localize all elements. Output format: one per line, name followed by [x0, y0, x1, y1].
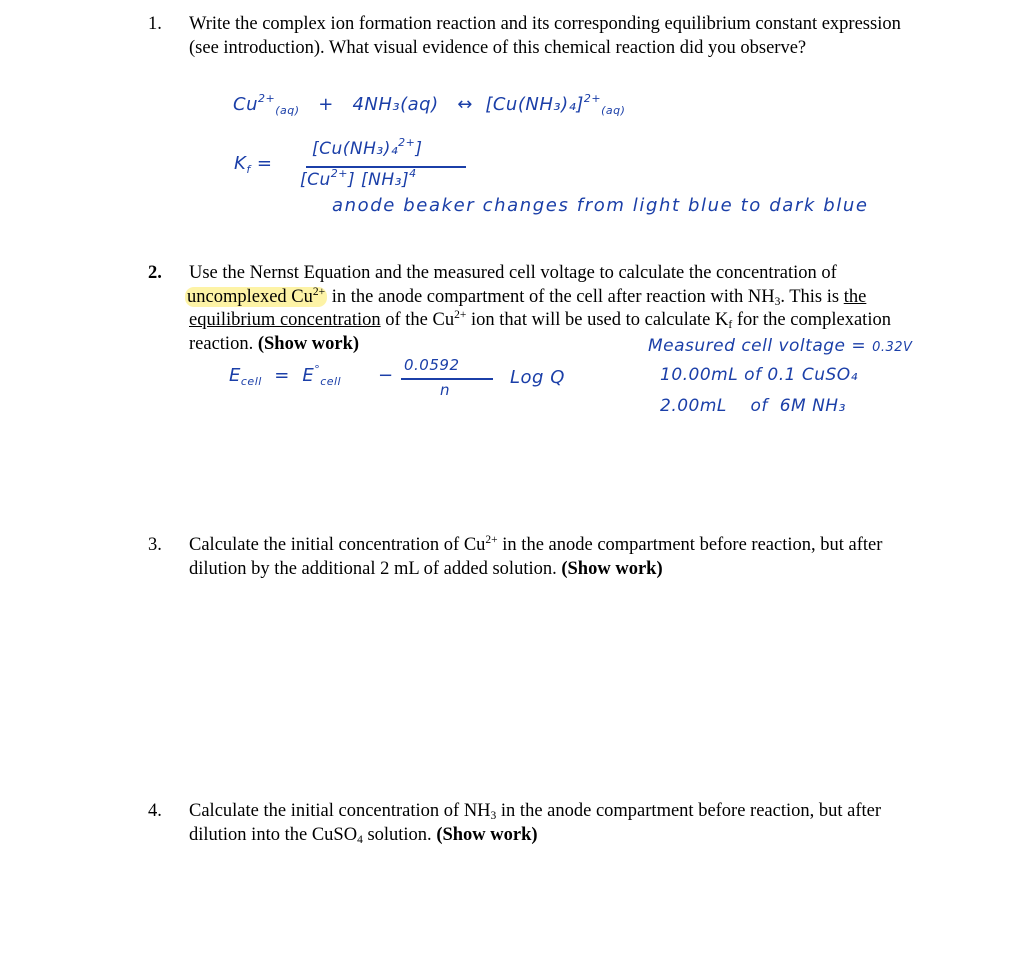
- kf-label: $K_f$ =: [234, 153, 273, 176]
- question-text: Calculate the initial concentration of $Cu^{2+}$ in the anode compartment before reaction, but after dilution by the additional 2 mL of added solution. (Show work): [189, 534, 883, 579]
- nernst-log: Log Q: [510, 367, 565, 388]
- nernst-fraction-numerator: 0.0592: [404, 356, 460, 374]
- nernst-ecell: $E_{cell} = E^\circ_{cell}$: [229, 363, 342, 388]
- question-number: 3.: [148, 535, 162, 555]
- question-text: Calculate the initial concentration of $NH_3$ in the anode compartment before reaction, but after dilution into the CuSO$_4$ solution. (Show work): [189, 801, 882, 846]
- measured-voltage: Measured cell voltage = 0.32V: [648, 336, 913, 356]
- question-text: Use the Nernst Equation and the measured cell voltage to calculate the concentration of uncomplexed $Cu^{2+}$ in the anode compartment of the cell after reaction with $NH_3$. This is the equilibrium concentration of the $Cu^{2+}$ ion that will be used to calculate $K_f$ for the complexation reaction. (Show work): [187, 263, 891, 354]
- kf-denominator: $[Cu^{2+}]$ $[NH_3]^4$: [300, 167, 417, 190]
- question-number: 2.: [148, 263, 162, 283]
- question-number: 1.: [148, 14, 162, 34]
- kf-numerator: [Cu(NH₃)₄$^{2+}$]: [312, 136, 423, 159]
- highlighted-phrase: uncomplexed $Cu^{2+}$: [187, 285, 326, 307]
- question-number: 4.: [148, 801, 162, 821]
- nernst-minus: −: [378, 365, 394, 386]
- nernst-fraction-denominator: n: [440, 381, 451, 399]
- measurement-line-1: 10.00mL of 0.1 CuSO₄: [660, 365, 858, 385]
- observation-note: anode beaker changes from light blue to dark blue: [332, 195, 869, 216]
- nernst-fraction-bar: [401, 378, 493, 380]
- reaction-equation: $Cu^{2+}_{(aq)}$ + 4NH₃(aq) ↔ $[Cu(NH_3)_4]^{2+}_{(aq)}$: [233, 92, 626, 117]
- measurement-line-2: 2.00mL of 6M NH₃: [660, 396, 846, 416]
- question-text: Write the complex ion formation reaction and its corresponding equilibrium constant expression (see introduction). What visual evidence of this chemical reaction did you observe?: [189, 14, 901, 58]
